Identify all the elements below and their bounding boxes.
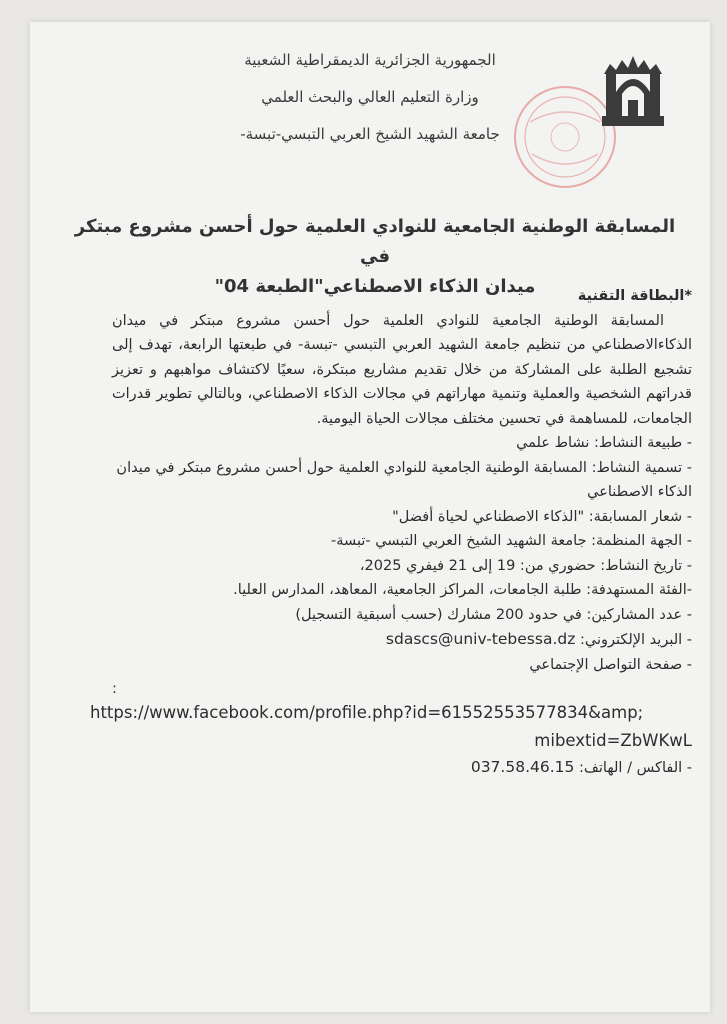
social-url[interactable]: [90, 699, 692, 755]
info-item-name: - تسمية النشاط: المسابقة الوطنية الجامعية للنوادي العلمية حول أحسن مشروع مبتكر في ميدان الذكاء الاصطناعي: [116, 459, 692, 500]
colon-separator: :: [112, 681, 117, 697]
phone-number: 037.58.46.15: [470, 758, 575, 776]
info-item-participants: - عدد المشاركين: في حدود 200 مشارك (حسب أسبقية التسجيل): [295, 606, 692, 623]
section-heading: *البطاقة التقنية: [577, 288, 692, 304]
intro-paragraph: المسابقة الوطنية الجامعية للنوادي العلمية حول أحسن مشروع مبتكر في ميدان الذكاءالاصطناعي من تنظيم جامعة الشهيد العربي التبسي -تبسة- في طبعتها الرابعة، تهدف إلى تشجيع الطلبة على المشاركة من خلال تقديم مشاريع مبتكرة، سعيًا لاكتشاف مواهبهم و تعزيز قدراتهم الشخصية والعملية وتنمية مهاراتهم في مجالات الذكاء الاصطناعي، وبالتالي تطوير قدرات الجامعات، للمساهمة في تحسين مختلف مجالات الحياة اليومية.: [112, 312, 692, 427]
official-header: [180, 42, 560, 153]
info-item-slogan: - شعار المسابقة: "الذكاء الاصطناعي لحياة أفضل": [392, 508, 692, 525]
email-address[interactable]: sdascs@univ-tebessa.dz: [385, 630, 576, 648]
phone-label: - الفاكس / الهاتف:: [578, 760, 692, 776]
info-item-nature: - طبيعة النشاط: نشاط علمي: [516, 435, 692, 451]
info-item-date: - تاريخ النشاط: حضوري من: 19 إلى 21 فيفري 2025،: [359, 557, 692, 574]
title-line-1: المسابقة الوطنية الجامعية للنوادي العلمية حول أحسن مشروع مبتكر في: [74, 216, 676, 267]
header-ministry: وزارة التعليم العالي والبحث العلمي: [261, 88, 479, 106]
document-body: [90, 284, 692, 781]
title-line-2: ميدان الذكاء الاصطناعي"الطبعة 04": [214, 276, 536, 297]
url-line-1[interactable]: https://www.facebook.com/profile.php?id=61552553577834&amp;: [90, 703, 644, 722]
info-item-organizer: - الجهة المنظمة: جامعة الشهيد الشيخ العربي التبسي -تبسة-: [331, 533, 692, 549]
info-item-email: [112, 627, 692, 653]
header-republic: الجمهورية الجزائرية الديمقراطية الشعبية: [244, 51, 496, 69]
header-university: جامعة الشهيد الشيخ العربي التبسي-تبسة-: [240, 125, 500, 143]
info-item-social: - صفحة التواصل الإجتماعي: [529, 656, 692, 673]
document-page: [30, 22, 710, 1012]
url-line-2[interactable]: mibextid=ZbWKwL: [534, 731, 692, 750]
info-item-phone: [112, 755, 692, 781]
university-logo: [598, 52, 668, 132]
email-label: - البريد الإلكتروني:: [579, 632, 692, 648]
info-item-target: -الفئة المستهدفة: طلبة الجامعات، المراكز الجامعية، المعاهد، المدارس العليا.: [233, 582, 692, 598]
